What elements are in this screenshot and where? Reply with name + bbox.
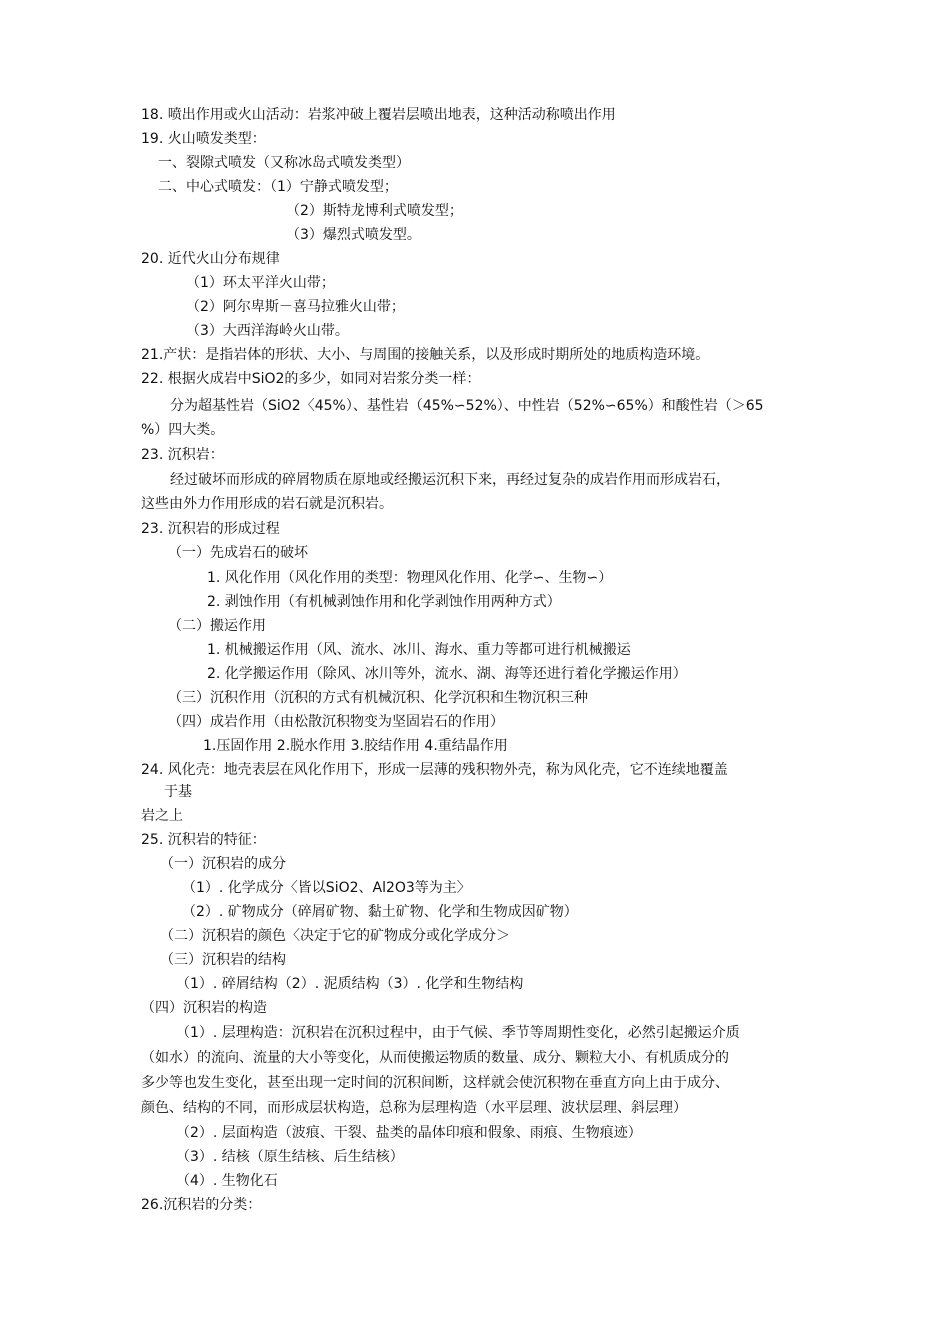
- line-19: 19. 火山喷发类型：: [141, 131, 266, 147]
- line-25-4-1: （1）. 层理构造：沉积岩在沉积过程中，由于气候、季节等周期性变化，必然引起搬运介质: [176, 1025, 740, 1041]
- line-25-4-1c: 多少等也发生变化，甚至出现一定时间的沉积间断，这样就会使沉积物在垂直方向上由于成分、: [141, 1075, 729, 1091]
- line-20-1: （1）环太平洋火山带；: [186, 275, 335, 291]
- line-25: 25. 沉积岩的特征：: [141, 832, 266, 848]
- line-24-c: 岩之上: [141, 808, 183, 824]
- line-23-1-2: 2. 剥蚀作用（有机械剥蚀作用和化学剥蚀作用两种方式）: [207, 594, 561, 610]
- line-23-1: （一）先成岩石的破坏: [168, 545, 308, 561]
- line-25-4-3: （3）. 结核（原生结核、后生结核）: [176, 1149, 404, 1165]
- line-23-3: （三）沉积作用（沉积的方式有机械沉积、化学沉积和生物沉积三种: [168, 690, 588, 706]
- line-23: 23. 沉积岩：: [141, 447, 224, 463]
- line-25-4-1d: 颜色、结构的不同，而形成层状构造，总称为层理构造（水平层理、波状层理、斜层理）: [141, 1100, 687, 1116]
- line-23-2-2: 2. 化学搬运作用（除风、冰川等外，流水、湖、海等还进行着化学搬运作用）: [207, 666, 687, 682]
- line-23-a: 经过破坏而形成的碎屑物质在原地或经搬运沉积下来，再经过复杂的成岩作用而形成岩石，: [170, 472, 730, 488]
- line-24-b: 于基: [164, 784, 192, 800]
- line-26: 26.沉积岩的分类：: [141, 1197, 262, 1213]
- line-25-2: （二）沉积岩的颜色〈决定于它的矿物成分或化学成分＞: [160, 928, 510, 944]
- line-22-a: 分为超基性岩（SiO2〈45%）、基性岩（45%∽52%）、中性岩（52%∽65%）和酸性岩（＞65: [170, 398, 764, 414]
- line-24: 24. 风化壳：地壳表层在风化作用下，形成一层薄的残积物外壳，称为风化壳，它不连续地覆盖: [141, 762, 728, 778]
- line-25-3: （三）沉积岩的结构: [160, 952, 286, 968]
- line-23-b: 这些由外力作用形成的岩石就是沉积岩。: [141, 496, 393, 512]
- line-25-1: （一）沉积岩的成分: [160, 856, 286, 872]
- line-19-1: 一、裂隙式喷发（又称冰岛式喷发类型）: [158, 155, 410, 171]
- line-22-b: %）四大类。: [141, 422, 225, 438]
- line-23-2: （二）搬运作用: [168, 618, 266, 634]
- line-23-4-1: 1.压固作用 2.脱水作用 3.胶结作用 4.重结晶作用: [203, 738, 508, 754]
- line-23-2-1: 1. 机械搬运作用（风、流水、冰川、海水、重力等都可进行机械搬运: [207, 642, 631, 658]
- line-18: 18. 喷出作用或火山活动：岩浆冲破上覆岩层喷出地表，这种活动称喷出作用: [141, 107, 616, 123]
- line-25-1-1: （1）. 化学成分〈皆以SiO2、Al2O3等为主〉: [182, 880, 471, 896]
- line-20: 20. 近代火山分布规律: [141, 251, 280, 267]
- line-25-1-2: （2）. 矿物成分（碎屑矿物、黏土矿物、化学和生物成因矿物）: [182, 904, 578, 920]
- line-23-process: 23. 沉积岩的形成过程: [141, 521, 280, 537]
- line-25-4-4: （4）. 生物化石: [176, 1173, 278, 1189]
- line-25-4-2: （2）. 层面构造（波痕、干裂、盐类的晶体印痕和假象、雨痕、生物痕迹）: [176, 1125, 642, 1141]
- line-22: 22. 根据火成岩中SiO2的多少，如同对岩浆分类一样：: [141, 371, 481, 387]
- line-20-3: （3）大西洋海岭火山带。: [186, 323, 349, 339]
- line-25-3-1: （1）. 碎屑结构（2）. 泥质结构（3）. 化学和生物结构: [176, 976, 524, 992]
- line-25-4-1b: （如水）的流向、流量的大小等变化，从而使搬运物质的数量、成分、颗粒大小、有机质成分的: [141, 1050, 729, 1066]
- line-23-1-1: 1. 风化作用（风化作用的类型：物理风化作用、化学∽、生物∽）: [207, 570, 613, 586]
- line-23-4: （四）成岩作用（由松散沉积物变为坚固岩石的作用）: [168, 714, 504, 730]
- line-21: 21.产状：是指岩体的形状、大小、与周围的接触关系，以及形成时期所处的地质构造环境。: [141, 347, 710, 363]
- line-25-4: （四）沉积岩的构造: [141, 1000, 267, 1016]
- line-19-2b: （2）斯特龙博利式喷发型；: [286, 203, 463, 219]
- line-20-2: （2）阿尔卑斯－喜马拉雅火山带；: [186, 299, 405, 315]
- line-19-2c: （3）爆烈式喷发型。: [286, 227, 421, 243]
- line-19-2: 二、中心式喷发：（1）宁静式喷发型；: [158, 179, 398, 195]
